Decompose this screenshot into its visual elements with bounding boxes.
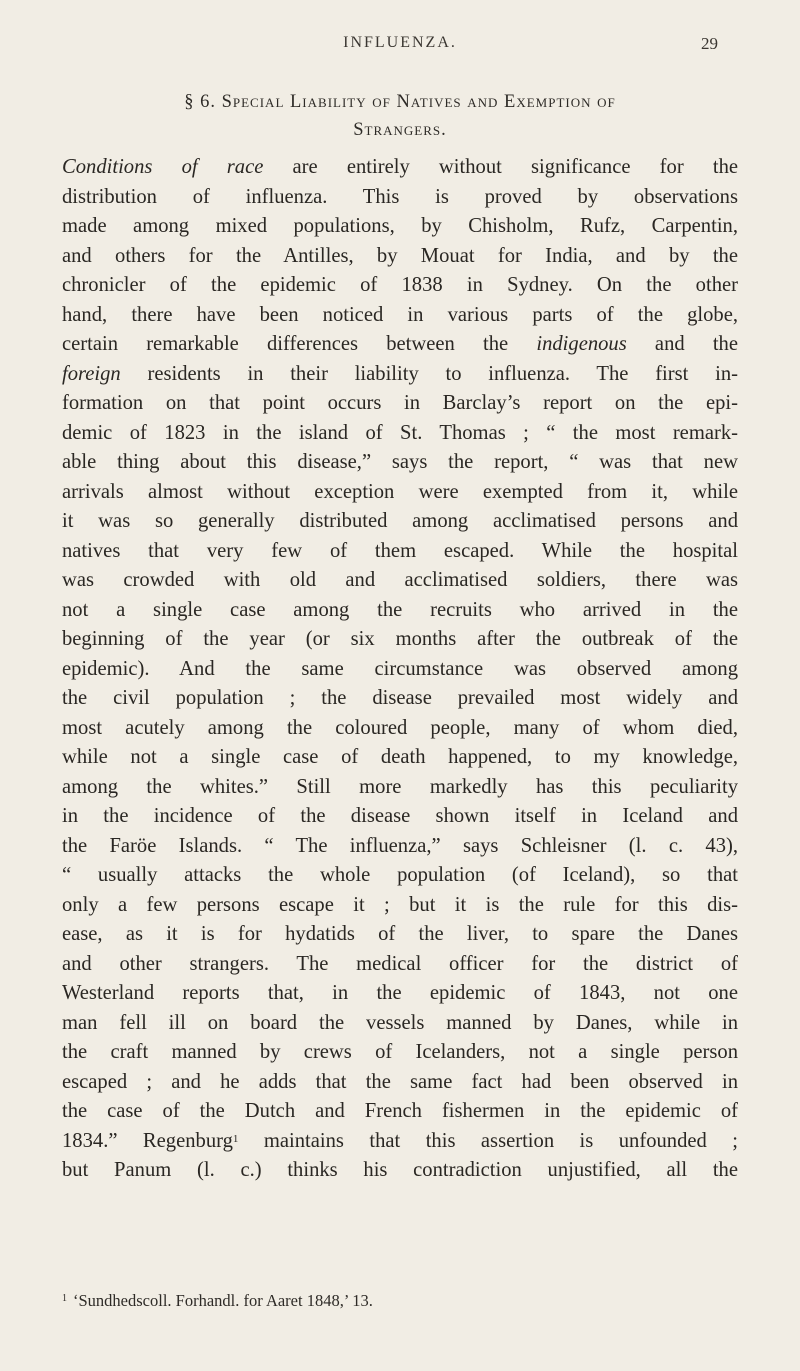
text-line [62,891,738,921]
footnote [62,1290,738,1312]
text-line [62,271,738,301]
text-line [62,714,738,744]
text-segment: the Faröe Islands. “ The influenza,” says Schleisner (l. c. 43), [62,834,738,857]
section-heading-line-2: Strangers. [353,120,447,140]
text-segment: chronicler of the epidemic of 1838 in Sydney. On the other [62,274,738,296]
text-segment: only a few persons escape it ; but it is the rule for this dis- [62,893,738,916]
text-segment: beginning of the year (or six months after the outbreak of the [62,628,738,650]
text-segment: while not a single case of death happened, to my knowledge, [62,746,738,768]
page-number: 29 [701,34,718,53]
text-segment: arrivals almost without exception were exempted from it, while [62,480,738,503]
text-line [62,360,738,390]
text-segment: the case of the Dutch and French fishermen in the epidemic of [62,1100,738,1122]
text-line [62,183,738,213]
text-segment: most acutely among the coloured people, many of whom died, [62,716,738,739]
text-line [62,802,738,832]
text-line [62,301,738,331]
text-line [62,389,738,419]
text-segment: not a single case among the recruits who arrived in the [62,598,738,621]
italic-phrase: foreign [62,362,121,385]
footnote-reference: 1 [232,1132,239,1145]
text-line [62,1156,738,1186]
text-line [62,212,738,242]
text-segment: “ usually attacks the whole population (of Iceland), so that [62,864,738,886]
section-heading-line-1: § 6. Special Liability of Natives and Exemption of [184,92,616,112]
text-segment: certain remarkable differences between the [62,333,537,355]
footnote-marker: 1 [62,1293,67,1304]
text-line [62,1068,738,1098]
text-line [62,950,738,980]
text-segment: distribution of influenza. This is proved by observations [62,185,738,208]
text-line [62,1097,738,1127]
text-segment: but Panum (l. c.) thinks his contradiction unjustified, all the [62,1159,738,1181]
running-title: INFLUENZA. [343,34,457,51]
text-segment: epidemic). And the same circumstance was observed among [62,657,738,680]
text-segment: residents in their liability to influenza. The first in- [120,362,738,385]
text-segment: ease, as it is for hydatids of the liver, to spare the Danes [62,923,738,945]
text-line [62,1009,738,1039]
text-line [62,242,738,272]
text-segment: and others for the Antilles, by Mouat for India, and by the [62,244,738,267]
text-line [62,743,738,773]
text-line [62,979,738,1009]
text-line [62,861,738,891]
text-line [62,448,738,478]
text-segment: are entirely without significance for the [263,156,739,178]
section-heading [60,88,740,144]
text-line [62,478,738,508]
text-line [62,625,738,655]
text-line [62,1127,738,1157]
text-segment: maintains that this assertion is unfounded ; [238,1129,738,1152]
text-line [62,537,738,567]
text-segment: natives that very few of them escaped. While the hospital [62,539,738,562]
text-line [62,596,738,626]
text-line [62,1038,738,1068]
text-line [62,153,738,183]
text-segment: Westerland reports that, in the epidemic of 1843, not one [62,982,738,1004]
body-paragraph [62,153,738,1186]
text-line [62,330,738,360]
text-segment: man fell ill on board the vessels manned by Danes, while in [62,1011,738,1034]
text-segment: the civil population ; the disease prevailed most widely and [62,687,738,709]
text-segment: made among mixed populations, by Chisholm, Rufz, Carpentin, [62,215,738,237]
text-segment: it was so generally distributed among acclimatised persons and [62,510,738,532]
text-segment: among the whites.” Still more markedly has this peculiarity [62,775,738,798]
running-head [0,34,800,56]
text-segment: 1834.” Regenburg [62,1129,233,1152]
text-segment: hand, there have been noticed in various parts of the globe, [62,303,738,326]
text-line [62,832,738,862]
text-line [62,419,738,449]
text-segment: the craft manned by crews of Icelanders, not a single person [62,1041,738,1063]
text-line [62,684,738,714]
text-line [62,655,738,685]
text-line [62,507,738,537]
text-line [62,920,738,950]
text-segment: was crowded with old and acclimatised soldiers, there was [62,569,738,591]
text-line [62,773,738,803]
text-segment: and the [626,333,738,355]
text-segment: and other strangers. The medical officer for the district of [62,952,738,975]
text-segment: in the incidence of the disease shown itself in Iceland and [62,805,738,827]
text-segment: escaped ; and he adds that the same fact had been observed in [62,1070,738,1093]
italic-phrase: indigenous [536,333,627,355]
text-line [62,566,738,596]
text-segment: formation on that point occurs in Barclay’s report on the epi- [62,392,738,414]
text-segment: able thing about this disease,” says the report, “ was that new [62,451,738,473]
italic-phrase: Conditions of race [62,156,264,178]
footnote-text: ‘Sundhedscoll. Forhandl. for Aaret 1848,’ 13. [73,1291,373,1310]
text-segment: demic of 1823 in the island of St. Thomas ; “ the most remark- [62,421,738,444]
